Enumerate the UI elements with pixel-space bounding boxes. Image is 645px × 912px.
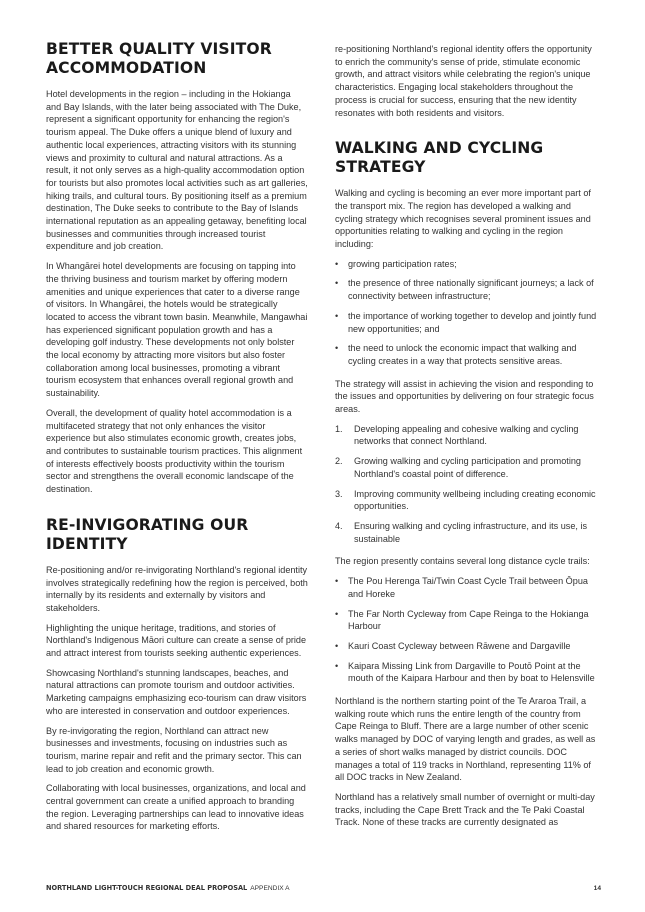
paragraph: Showcasing Northland's stunning landscapes, beaches, and natural attractions can promote tourism and outdoor activities. Marketing campaigns emphasizing eco-tourism can draw visitors who are interested in conservation and outdoor experiences. — [46, 667, 307, 716]
list-text: Developing appealing and cohesive walking and cycling networks that connect Northland. — [354, 423, 579, 447]
list-item: • the presence of three nationally significant journeys; a lack of connectivity between infrastructure; — [335, 277, 600, 302]
list-item: • Kauri Coast Cycleway between Rāwene and Dargaville — [335, 640, 600, 653]
paragraph: Northland is the northern starting point of the Te Araroa Trail, a walking route which runs the entire length of the country from Cape Reinga to Bluff. There are a large number of other scenic walks managed by DOC of varying length and grades, as well as a series of short walks managed by district councils. DOC manages a total of 119 tracks in Northland, representing 11% of all DOC tracks in New Zealand. — [335, 696, 596, 783]
list-item: • the need to unlock the economic impact that walking and cycling creates in a way that protects sensitive areas. — [335, 342, 600, 367]
issues-list — [335, 258, 600, 368]
list-item: • growing participation rates; — [335, 258, 600, 271]
right-column — [335, 43, 600, 836]
paragraph: Collaborating with local businesses, organizations, and local and central government can create a unified approach to branding the region. Leveraging partnerships can lead to innovative ideas and shared resources for marketing efforts. — [46, 783, 306, 832]
list-number: 3. — [335, 488, 343, 499]
trails-list — [335, 575, 600, 685]
list-item — [335, 423, 600, 448]
paragraph: re-positioning Northland's regional identity offers the opportunity to enrich the community's sense of pride, stimulate economic growth, and attract visitors while celebrating the region's unique characteristics. Engaging local stakeholders throughout the process is crucial for success, ensuring that the new identity resonates with both residents and visitors. — [335, 44, 592, 118]
paragraph: Walking and cycling is becoming an ever more important part of the transport mix. The region has developed a walking and cycling strategy which recognises several prominent issues and opportunities relating to walking and cycling in the region including: — [335, 188, 591, 250]
paragraph: Hotel developments in the region – including in the Hokianga and Bay Islands, with the later being associated with The Duke, represent a significant opportunity for enhancing the region's tourism appeal. The Duke offers a unique blend of luxury and authentic local experiences, attracting visitors with its stunning views and proximity to cultural and natural attractions. As a result, it not only serves as a high-quality accommodation option for tourists but also promotes local activities such as art galleries, hiking trails, and cultural tours. By positioning itself as a premium destination, The Duke seeks to contribute to the Bay of Islands international reputation as an appealing getaway, benefiting local businesses and communities through increased tourist expenditure and job creation. — [46, 89, 308, 252]
section-heading-walking-cycling: WALKING AND CYCLING STRATEGY — [335, 139, 544, 177]
page-footer — [46, 884, 601, 893]
list-text: Improving community wellbeing including creating economic opportunities. — [354, 488, 596, 512]
section-heading-identity: RE-INVIGORATING OUR IDENTITY — [46, 515, 249, 553]
list-item: • Kaipara Missing Link from Dargaville to Poutō Point at the mouth of the Kaipara Harbour and then by boat to Helensville — [335, 660, 600, 685]
paragraph: Northland has a relatively small number of overnight or multi-day tracks, including the Cape Brett Track and the Te Paki Coastal Track. None of these tracks are currently designated as — [335, 791, 595, 828]
section-heading-accommodation: BETTER QUALITY VISITOR ACCOMMODATION — [46, 40, 272, 77]
list-number: 2. — [335, 456, 343, 467]
list-number: 4. — [335, 520, 343, 531]
page-number: 14 — [593, 885, 601, 892]
paragraph: Overall, the development of quality hotel accommodation is a multifaceted strategy that not only enhances the visitor experience but also stimulates economic growth, creates jobs, and contributes to sustainable tourism practices. This alignment of interests effectively boosts productivity within the tourism sector and strengthens the overall economic landscape of the destination. — [46, 407, 303, 495]
list-item: • The Far North Cycleway from Cape Reinga to the Hokianga Harbour — [335, 608, 600, 633]
list-item — [335, 455, 600, 480]
list-item — [335, 488, 600, 513]
list-text: Growing walking and cycling participation and promoting Northland's coastal point of difference. — [354, 456, 581, 479]
footer-doc-title: NORTHLAND LIGHT-TOUCH REGIONAL DEAL PROPOSAL — [46, 884, 248, 892]
list-item: • The Pou Herenga Tai/Twin Coast Cycle Trail between Ōpua and Horeke — [335, 575, 600, 600]
paragraph: By re-invigorating the region, Northland can attract new businesses and investments, focusing on industries such as tourism, marine repair and refit and the primary sector. This can lead to job creation and economic growth. — [46, 725, 302, 774]
list-item — [335, 520, 600, 545]
paragraph: In Whangārei hotel developments are focusing on tapping into the thriving business and tourism market by offering modern amenities and unique experiences that cater to a diverse range of visitors. In Whangārei, the hotels would be strategically located to access the vibrant town basin. Meanwhile, Mangawhai has experienced significant population growth and has a developing golf industry. These developments not only bolster the local economy by attracting more visitors but also foster collaboration among local businesses, promoting a vibrant tourism ecosystem that enhances overall regional growth and sustainability. — [46, 261, 308, 399]
list-text: Ensuring walking and cycling infrastructure, and its use, is sustainable — [354, 520, 588, 544]
left-column — [46, 40, 308, 840]
list-item: • the importance of working together to develop and jointly fund new opportunities; and — [335, 310, 600, 335]
paragraph: The strategy will assist in achieving the vision and responding to the issues and opportunities by delivering on four strategic focus areas. — [335, 378, 594, 415]
list-number: 1. — [335, 423, 343, 434]
paragraph: Re-positioning and/or re-invigorating Northland's regional identity involves strategically redefining how the region is perceived, both internally by its residents and externally by visitors and stakeholders. — [46, 564, 308, 613]
paragraph: The region presently contains several long distance cycle trails: — [335, 556, 590, 567]
focus-areas-list — [335, 423, 600, 546]
footer-appendix: APPENDIX A — [250, 885, 290, 892]
paragraph: Highlighting the unique heritage, traditions, and stories of Northland's Indigenous Māori culture can create a sense of pride and attract interest from tourists seeking authentic experiences. — [46, 622, 307, 659]
